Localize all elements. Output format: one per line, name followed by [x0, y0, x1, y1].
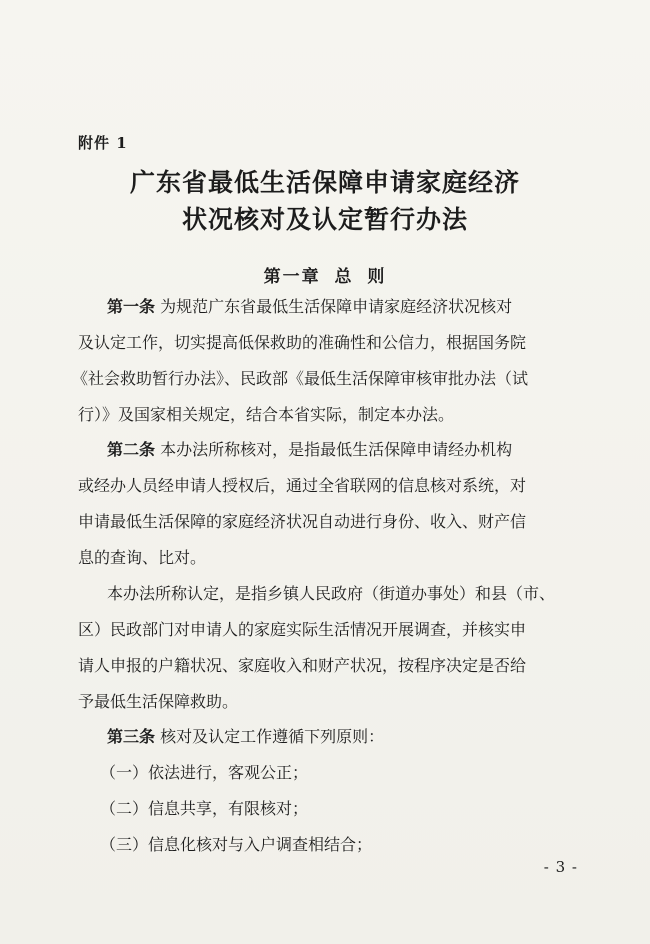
- article1-line-1: [107, 297, 512, 317]
- article2-label: 第二条: [107, 440, 156, 459]
- article1-line-3: 《社会救助暂行办法》、民政部《最低生活保障审核审批办法（试: [72, 369, 529, 388]
- definition-line-2: 区）民政部门对申请人的家庭实际生活情况开展调查，并核实申: [78, 620, 527, 639]
- article3-label: 第三条: [107, 727, 156, 746]
- article2-line-3: 申请最低生活保障的家庭经济状况自动进行身份、收入、财产信: [78, 512, 527, 531]
- definition-line-4: 予最低生活保障救助。: [78, 692, 239, 711]
- document-title-line-2: 状况核对及认定暂行办法: [181, 205, 468, 234]
- article2-line-2: 或经办人员经申请人授权后，通过全省联网的信息核对系统，对: [78, 476, 527, 495]
- page-number: - 3 -: [543, 858, 578, 876]
- article1-line-4: 行）》及国家相关规定，结合本省实际，制定本办法。: [78, 405, 455, 424]
- definition-line-1: 本办法所称认定，是指乡镇人民政府（街道办事处）和县（市、: [107, 584, 556, 603]
- article1-line-2: 及认定工作，切实提高低保救助的准确性和公信力，根据国务院: [78, 333, 527, 352]
- article2-line-1: [107, 440, 512, 460]
- article2-text-1: 本办法所称核对，是指最低生活保障申请经办机构: [160, 440, 513, 459]
- principle-item-1: （一）依法进行，客观公正；: [100, 763, 309, 782]
- definition-line-3: 请人申报的户籍状况、家庭收入和财产状况，按程序决定是否给: [78, 656, 527, 675]
- annex-label: 附件 1: [78, 134, 128, 152]
- article1-text-1: 为规范广东省最低生活保障申请家庭经济状况核对: [160, 297, 513, 316]
- article3-line: [107, 727, 384, 747]
- document-title-line-1: 广东省最低生活保障申请家庭经济: [129, 168, 520, 197]
- principle-item-2: （二）信息共享，有限核对；: [100, 799, 309, 818]
- article1-label: 第一条: [107, 297, 156, 316]
- chapter-heading: 第一章 总 则: [263, 267, 387, 287]
- principle-item-3: （三）信息化核对与入户调查相结合；: [100, 835, 373, 854]
- article3-text: 核对及认定工作遵循下列原则：: [160, 727, 385, 746]
- article2-line-4: 息的查询、比对。: [78, 548, 207, 567]
